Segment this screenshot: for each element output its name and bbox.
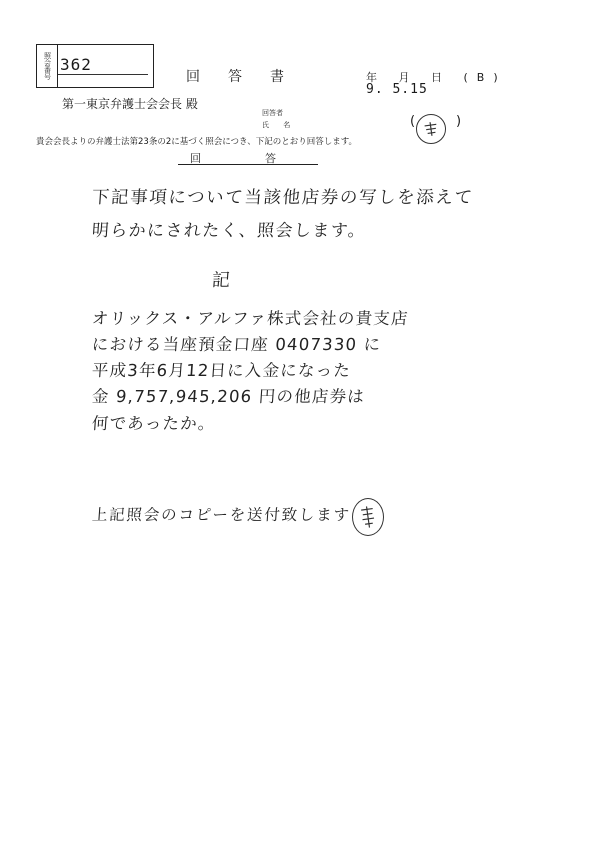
- item-line: オリックス・アルファ株式会社の貴支店: [91, 309, 410, 328]
- closing-seal-stamp: [352, 498, 384, 536]
- date-value: 9. 5.15: [366, 82, 428, 97]
- respondent-label: 回答者: [262, 109, 283, 117]
- addressee: 第一東京弁護士会会長 殿: [62, 97, 198, 111]
- seal-mark-icon: [420, 118, 442, 140]
- reference-number: 362: [60, 55, 92, 74]
- request-line-2: 明らかにされたく、照会します。: [91, 221, 367, 241]
- ki-heading: 記: [211, 270, 231, 291]
- document-title: 回答書: [186, 69, 312, 85]
- bracket-open: (: [410, 114, 416, 129]
- name-label: 氏 名: [262, 121, 297, 129]
- reference-number-underline: [58, 74, 148, 75]
- bracket-close: ): [456, 114, 462, 129]
- item-line: 何であったか。: [91, 414, 217, 433]
- item-line: 平成3年6月12日に入金になった: [91, 361, 352, 380]
- closing-text: 上記照会のコピーを送付致します: [91, 506, 352, 524]
- section-label: 回答: [190, 152, 340, 165]
- seal-stamp: [416, 114, 446, 144]
- reference-number-box: [36, 44, 154, 88]
- item-line: における当座預金口座 0407330 に: [91, 335, 383, 354]
- request-line-1: 下記事項について当該他店券の写しを添えて: [91, 188, 475, 208]
- preamble-text: 貴会会長よりの弁護士法第23条の2に基づく照会につき、下記のとおり回答します。: [36, 137, 358, 147]
- item-line: 金 9,757,945,206 円の他店券は: [91, 387, 366, 406]
- section-underline: [178, 164, 318, 165]
- date-labels: 年 月 日 (B): [366, 71, 507, 84]
- seal-mark-icon: [356, 503, 380, 531]
- reference-number-label: 照会番号: [37, 45, 58, 87]
